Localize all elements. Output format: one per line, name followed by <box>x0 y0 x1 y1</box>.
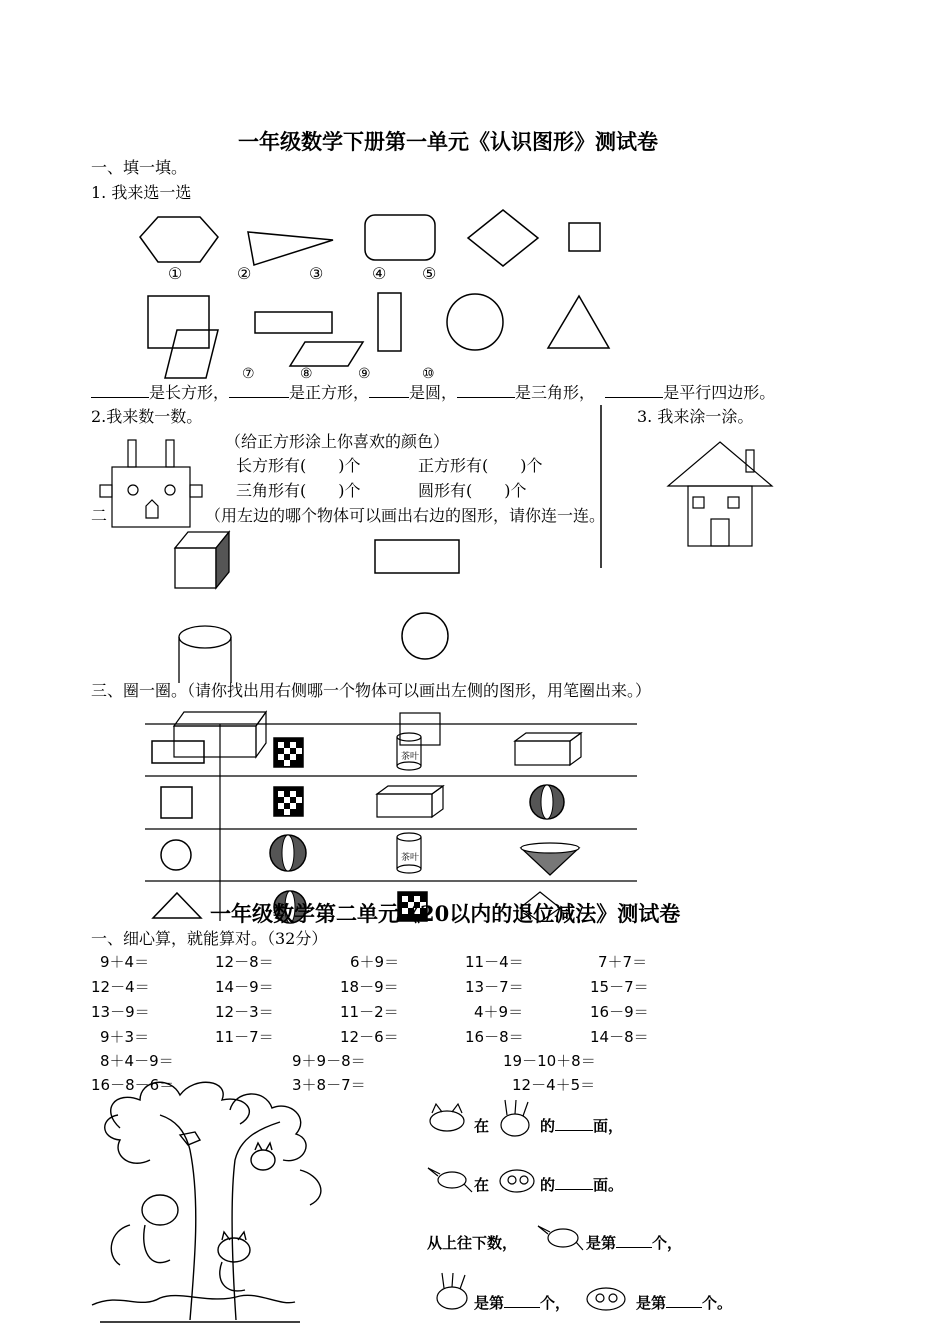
monkey-icon-2 <box>587 1288 625 1310</box>
calc-r3c1: 13－9＝ <box>91 1003 150 1021</box>
answer-blank[interactable] <box>457 383 515 398</box>
triangle-label: 是三角形， <box>515 383 596 402</box>
calc-r4c4: 16－8＝ <box>465 1028 524 1046</box>
count-rectangles: 长方形有( )个 <box>236 456 361 475</box>
calc-r1c2: 12－8＝ <box>215 953 274 971</box>
count-triangles: 三角形有( )个 <box>236 481 361 500</box>
cube-object <box>175 532 229 588</box>
bird-icon-2 <box>538 1226 583 1250</box>
ball-1 <box>530 785 564 819</box>
answer-blank[interactable] <box>229 383 289 398</box>
rabbit-icon-2 <box>437 1273 467 1309</box>
pos-q4-ge: 个， <box>540 1294 571 1312</box>
pos-q4-shidi2: 是第 <box>636 1294 667 1312</box>
answer-blank[interactable] <box>605 383 663 398</box>
question-choose: 1. 我来选一选 <box>91 183 192 202</box>
answer-blank[interactable] <box>555 1175 593 1190</box>
page-title-unit1: 一年级数学下册第一单元《认识图形》测试卷 <box>238 129 658 154</box>
circle-shape <box>447 294 503 350</box>
pos-q2-mian: 面。 <box>593 1176 624 1194</box>
pos-q1-a: 在 <box>474 1117 490 1135</box>
pos-q2-b <box>540 1174 623 1195</box>
tree-illustration <box>92 1082 321 1322</box>
shape-number-8: ⑧ <box>300 366 313 382</box>
row2-left-square <box>161 787 192 818</box>
cylinder-object <box>179 626 231 683</box>
house-figure <box>668 442 772 546</box>
count-hint: （给正方形涂上你喜欢的颜色） <box>225 432 450 451</box>
row1-left-rectangle <box>152 741 204 763</box>
calc-r3c5: 16－9＝ <box>590 1003 649 1021</box>
section-2-number: 二 <box>91 506 108 525</box>
bird-icon-1 <box>428 1168 472 1192</box>
tea-can-label-2: 茶叶 <box>401 853 420 863</box>
calc-r4c3: 12－6＝ <box>340 1028 399 1046</box>
calc-r4c1: 9＋3＝ <box>100 1028 150 1046</box>
calc-r3c4: 4＋9＝ <box>474 1003 524 1021</box>
calc-r1c3: 6＋9＝ <box>350 953 400 971</box>
question-color: 3. 我来涂一涂。 <box>637 407 754 426</box>
calc-r4c5: 14－8＝ <box>590 1028 649 1046</box>
calc-r4c2: 11－7＝ <box>215 1028 274 1046</box>
fill-in-line <box>91 380 775 403</box>
calc-r1c4: 11－4＝ <box>465 953 524 971</box>
count-circles: 圆形有( )个 <box>418 481 527 500</box>
shape-number-5: ⑤ <box>422 264 437 283</box>
row4-left-triangle <box>153 893 201 918</box>
shape-number-9: ⑨ <box>358 366 371 382</box>
row3-left-circle <box>161 840 191 870</box>
circle-table-lines <box>145 724 637 921</box>
circle-outline <box>402 613 448 659</box>
calc-r2c5: 15－7＝ <box>590 978 649 996</box>
pos-q2-de: 的 <box>540 1176 556 1194</box>
circle-label: 是圆， <box>409 383 458 402</box>
flat-box-2 <box>377 786 443 817</box>
shape-number-7: ⑦ <box>242 366 255 382</box>
pos-q1-b <box>540 1115 623 1136</box>
calc3-r1c2: 9＋9－8＝ <box>292 1052 366 1070</box>
shape-number-2: ② <box>237 264 252 283</box>
pos-q4-ge2: 个。 <box>702 1294 733 1312</box>
cat-icon-1 <box>430 1104 464 1131</box>
calc3-r2c1: 16－8－6＝ <box>91 1076 175 1094</box>
page-title-unit2: 一年级数学第二单元《20以内的退位减法》测试卷 <box>210 901 681 926</box>
count-squares: 正方形有( )个 <box>418 456 543 475</box>
checkered-cube-1 <box>274 738 303 767</box>
pos-q3-b <box>586 1232 682 1253</box>
pos-q4-b <box>636 1292 732 1313</box>
section-connect: （用左边的哪个物体可以画出右边的图形，请你连一连。 <box>205 506 606 525</box>
flat-parallelogram-shape <box>290 342 363 366</box>
shape-number-10: ⑩ <box>422 366 435 382</box>
rabbit-icon-1 <box>501 1100 529 1136</box>
pos-q3-shidi: 是第 <box>586 1234 617 1252</box>
calc3-r2c2: 3＋8－7＝ <box>292 1076 366 1094</box>
section-calculate: 一、细心算，就能算对。（32分） <box>91 929 328 948</box>
long-rectangle-shape <box>255 312 332 333</box>
rounded-rectangle-shape <box>365 215 435 260</box>
answer-blank[interactable] <box>666 1293 702 1308</box>
answer-blank[interactable] <box>504 1293 540 1308</box>
flat-box-1 <box>515 733 581 765</box>
section-circle: 三、圈一圈。（请你找出用右侧哪一个物体可以画出左侧的图形，用笔圈出来。） <box>91 681 652 700</box>
calc-r2c3: 18－9＝ <box>340 978 399 996</box>
shape-number-4: ④ <box>372 264 387 283</box>
tea-can-label-1: 茶叶 <box>401 752 420 762</box>
section-fill-in: 一、填一填。 <box>91 158 188 177</box>
cone-object <box>521 843 579 875</box>
pos-q1-mian: 面， <box>593 1117 624 1135</box>
square-label: 是正方形， <box>289 383 370 402</box>
pos-q3-a: 从上往下数， <box>427 1234 518 1252</box>
calc3-r2c3: 12－4＋5＝ <box>512 1076 596 1094</box>
answer-blank[interactable] <box>555 1116 593 1131</box>
checkered-cube-2 <box>274 787 303 816</box>
triangle-shape-2 <box>548 296 609 348</box>
pos-q1-de: 的 <box>540 1117 556 1135</box>
answer-blank[interactable] <box>91 383 149 398</box>
diamond-shape <box>468 210 538 266</box>
calc-r3c3: 11－2＝ <box>340 1003 399 1021</box>
parallelogram-label: 是平行四边形。 <box>663 383 776 402</box>
pos-q2-a: 在 <box>474 1176 490 1194</box>
calc3-r1c1: 8＋4－9＝ <box>100 1052 174 1070</box>
rectangle-outline <box>375 540 459 573</box>
robot-figure <box>100 440 202 527</box>
square-shape <box>148 296 209 348</box>
answer-blank[interactable] <box>616 1233 652 1248</box>
calc-r2c1: 12－4＝ <box>91 978 150 996</box>
rect-label: 是长方形， <box>149 383 230 402</box>
shape-number-3: ③ <box>309 264 324 283</box>
tall-rectangle-shape <box>378 293 401 351</box>
monkey-icon-1 <box>500 1170 534 1192</box>
calc-r1c5: 7＋7＝ <box>598 953 648 971</box>
pos-q4-shidi: 是第 <box>474 1294 505 1312</box>
shape-number-1: ① <box>168 264 183 283</box>
clipped-calc-row <box>0 1074 950 1094</box>
calc-r2c4: 13－7＝ <box>465 978 524 996</box>
calc-r1c1: 9＋4＝ <box>100 953 150 971</box>
answer-blank[interactable] <box>369 383 409 398</box>
small-square-shape <box>569 223 600 251</box>
hexagon-shape <box>140 217 218 262</box>
pos-q4-a <box>474 1292 570 1313</box>
parallelogram-shape <box>165 330 218 378</box>
calc3-r1c3: 19－10＋8＝ <box>503 1052 596 1070</box>
triangle-shape <box>248 232 333 265</box>
pos-q3-ge: 个， <box>652 1234 683 1252</box>
calc-r3c2: 12－3＝ <box>215 1003 274 1021</box>
calc-r2c2: 14－9＝ <box>215 978 274 996</box>
question-count: 2.我来数一数。 <box>91 407 203 426</box>
ball-2 <box>270 835 306 871</box>
